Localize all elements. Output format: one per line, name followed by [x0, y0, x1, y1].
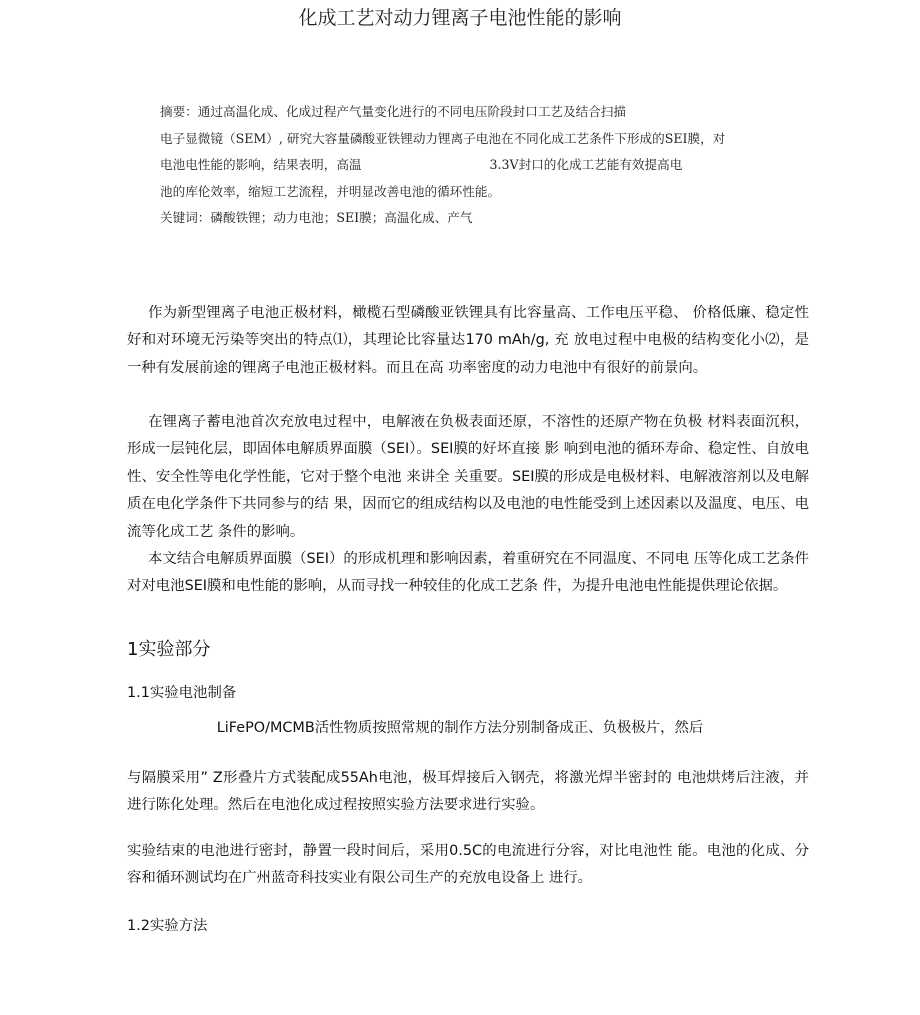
- intro-paragraph-1: 作为新型锂离子电池正极材料，橄榄石型磷酸亚铁锂具有比容量高、工作电压平稳、 价格低廉、稳定性好和对环境无污染等突出的特点⑴，其理论比容量达170 mAh/g, 充 放电过程中电极的结构变化小⑵，是一种有发展前途的锂离子电池正极材料。而且在高 功率密度的动力电池中有很好的前景向。: [127, 305, 809, 376]
- intro-paragraph-2: 在锂离子蓄电池首次充放电过程中，电解液在负极表面还原，不溶性的还原产物在负极 材料表面沉积，形成一层钝化层，即固体电解质界面膜（SEI）。SEI膜的好坏直接 影 响到电池的循环寿命、稳定性、自放电性、安全性等电化学性能，它对于整个电池 来讲全 关重要。SEI膜的形成是电极材料、电解液溶剂以及电解质在电化学条件下共同参与的结 果，因而它的组成结构以及电池的电性能受到上述因素以及温度、电压、电流等化成工艺 条件的影响。: [127, 414, 809, 540]
- subsection-heading-battery-prep: 1.1实验电池制备: [127, 685, 237, 701]
- abstract-line-1: 摘要：通过高温化成、化成过程产气量变化进行的不同电压阶段封口工艺及结合扫描: [160, 104, 626, 119]
- abstract-line-3: [160, 156, 800, 183]
- abstract-line-2: 电子显微镜（SEM）, 研究大容量磷酸亚铁锂动力锂离子电池在不同化成工艺条件下形成的SEI膜，对: [160, 130, 726, 146]
- prep-centered-line: LiFePO/MCMB活性物质按照常规的制作方法分别制备成正、负极极片，然后: [216, 720, 704, 736]
- prep-paragraph-2: 实验结束的电池进行密封，静置一段时间后，采用0.5C的电流进行分容，对比电池性 能。电池的化成、分容和循环测试均在广州蓝奇科技实业有限公司生产的充放电设备上 进行。: [127, 843, 809, 887]
- abstract-line-3-start: 电池电性能的影响，结果表明，高温: [160, 157, 362, 172]
- abstract-line-3-end: 3.3V封口的化成工艺能有效提高电: [489, 157, 683, 172]
- intro-paragraph-3: 本文结合电解质界面膜（SEI）的形成机理和影响因素，着重研究在不同温度、不同电 压等化成工艺条件对对电池SEI膜和电性能的影响，从而寻找一种较佳的化成工艺条 件，为提升电池电性能提供理论依据。: [127, 551, 809, 595]
- subsection-heading-method: 1.2实验方法: [127, 918, 208, 934]
- section-heading-experiment: 1实验部分: [127, 639, 211, 660]
- document-title: 化成工艺对动力锂离子电池性能的影响: [298, 7, 622, 29]
- abstract-block: [160, 103, 800, 236]
- prep-paragraph-1: 与隔膜采用” Z形叠片方式装配成55Ah电池，极耳焊接后入钢壳，将激光焊半密封的 电池烘烤后注液，并进行陈化处理。然后在电池化成过程按照实验方法要求进行实验。: [127, 770, 809, 814]
- keywords: 关键词：磷酸铁锂；动力电池；SEI膜；高温化成、产气: [160, 210, 473, 225]
- abstract-line-4: 池的库伦效率，缩短工艺流程，并明显改善电池的循环性能。: [160, 183, 501, 199]
